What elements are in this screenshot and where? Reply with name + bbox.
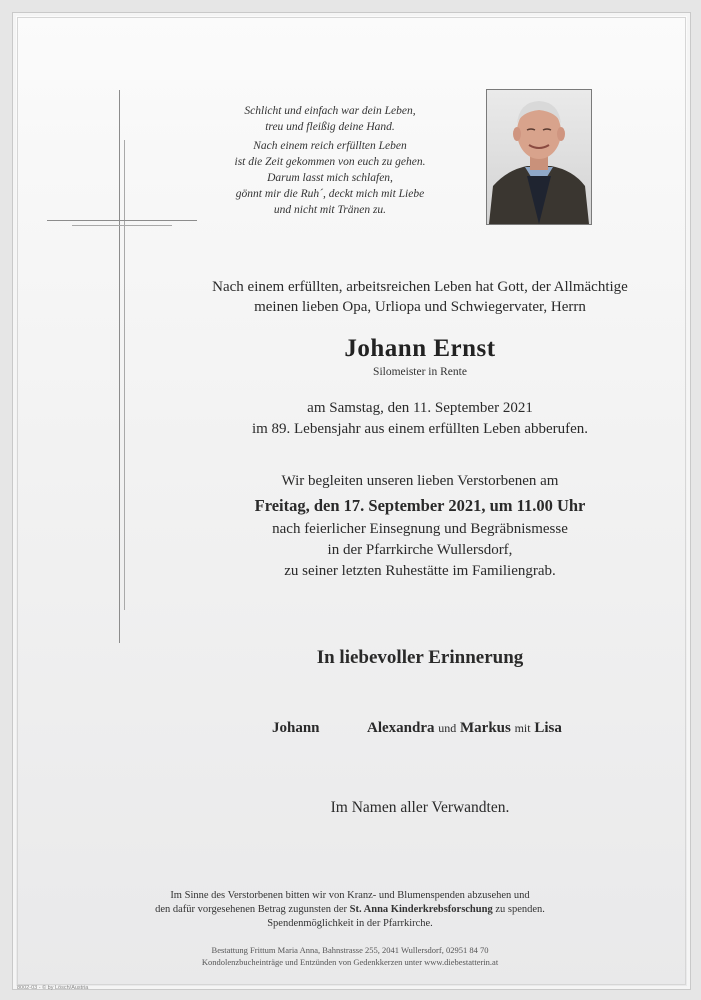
poem-line: und nicht mit Tränen zu. [273, 204, 387, 216]
poem-line: Darum lasst mich schlafen, [267, 172, 393, 184]
intro-text [160, 277, 680, 317]
deceased-name: Johann Ernst [344, 335, 496, 362]
notice-line-2-post: zu spenden. [495, 904, 545, 915]
print-code: 8002-03 - © by Lösch/Austria [17, 985, 89, 991]
poem-line: Schlicht und einfach war dein Leben, [244, 105, 416, 117]
death-line-2: im 89. Lebensjahr aus einem erfüllten Leben abberufen. [251, 421, 589, 437]
donation-notice [40, 889, 660, 931]
family-group [367, 720, 562, 737]
family-connector: mit [514, 721, 531, 735]
funeral-line-3: nach feierlicher Einsegnung und Begräbnismesse [272, 521, 568, 537]
portrait-photo [486, 89, 592, 225]
funeral-line-1: Wir begleiten unseren lieben Verstorbenen am [281, 473, 559, 489]
family-name: Johann [272, 720, 320, 736]
poem-line: ist die Zeit gekommen von euch zu gehen. [234, 156, 426, 168]
intro-line-2: meinen lieben Opa, Urliopa und Schwiegervater, Herrn [254, 299, 586, 315]
poem-line: treu und fleißig deine Hand. [265, 121, 395, 133]
family-name: Markus [460, 720, 511, 736]
undertaker-info [40, 944, 660, 968]
family-name: Alexandra [367, 720, 435, 736]
notice-line-2-pre: den dafür vorgesehenen Betrag zugunsten der [155, 904, 348, 915]
relatives-line: Im Namen aller Verwandten. [330, 799, 510, 816]
funeral-date: Freitag, den 17. September 2021, um 11.00 Uhr [254, 496, 586, 515]
notice-line-3: Spendenmöglichkeit in der Pfarrkirche. [267, 918, 433, 929]
memory-heading: In liebevoller Erinnerung [316, 647, 524, 668]
family-connector: und [438, 721, 457, 735]
poem-line: Nach einem reich erfüllten Leben [253, 140, 407, 152]
poem [200, 103, 460, 221]
family-member-johann [272, 720, 320, 737]
funeral-line-4: in der Pfarrkirche Wullersdorf, [327, 542, 513, 558]
funeral-text [160, 471, 680, 582]
notice-line-1: Im Sinne des Verstorbenen bitten wir von Kranz- und Blumenspenden abzusehen und [170, 890, 530, 901]
family-name: Lisa [534, 720, 562, 736]
notice-charity: St. Anna Kinderkrebsforschung [349, 904, 493, 915]
poem-line: gönnt mir die Ruh´, deckt mich mit Liebe [235, 188, 425, 200]
death-text [160, 398, 680, 440]
deceased-occupation: Silomeister in Rente [373, 366, 467, 378]
undertaker-line-2: Kondolenzbucheinträge und Entzünden von Gedenkkerzen unter www.diebestatterin.at [201, 957, 499, 967]
undertaker-line-1: Bestattung Frittum Maria Anna, Bahnstrasse 255, 2041 Wullersdorf, 02951 84 70 [211, 945, 489, 955]
intro-line-1: Nach einem erfüllten, arbeitsreichen Leben hat Gott, der Allmächtige [212, 279, 628, 295]
funeral-line-5: zu seiner letzten Ruhestätte im Familiengrab. [284, 563, 556, 579]
death-line-1: am Samstag, den 11. September 2021 [307, 400, 533, 416]
